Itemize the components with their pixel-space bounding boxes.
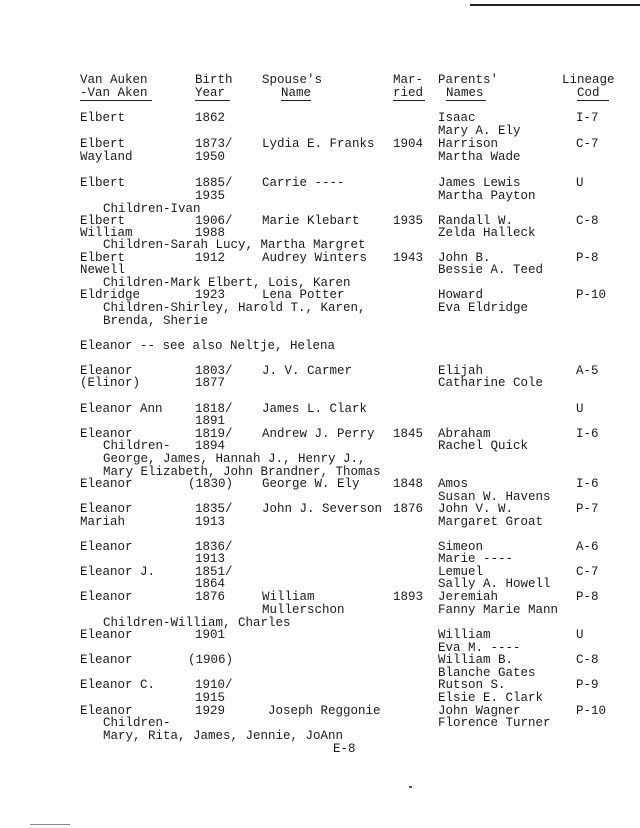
record-name-cell: Eleanor Ann — [80, 402, 163, 416]
record-lineage-cell: I-7 — [576, 111, 599, 125]
record-name-cell: Elbert — [80, 251, 126, 265]
record-parents-cell: John Wagner — [438, 704, 521, 718]
record-name-cell: Mary Elizabeth, John Brandner, Thomas — [103, 465, 381, 479]
record-spouse-cell: Lena Potter — [262, 288, 345, 302]
header-underline-birth — [195, 100, 230, 101]
record-lineage-cell: P-9 — [576, 678, 599, 692]
record-name-cell: Eleanor — [80, 628, 133, 642]
record-birth-cell: 1910/ — [195, 678, 233, 692]
record-birth-cell: 1929 — [195, 704, 226, 718]
record-parents-cell: Howard — [438, 288, 484, 302]
record-birth-cell: 1803/ — [195, 364, 233, 378]
record-birth-cell: 1876 — [195, 590, 226, 604]
record-lineage-cell: I-6 — [576, 427, 599, 441]
record-married-cell: 1893 — [393, 590, 424, 604]
record-birth-cell: 1818/ — [195, 402, 233, 416]
record-parents-cell: Martha Payton — [438, 189, 536, 203]
scan-speck — [409, 786, 412, 788]
header-spouse-name: Spouse's Name — [262, 73, 323, 100]
record-name-cell: Elbert — [80, 176, 126, 190]
record-name-cell: Eleanor — [80, 653, 133, 667]
record-spouse-cell: Mullerschon — [262, 603, 345, 617]
record-spouse-cell: Marie Klebart — [262, 214, 360, 228]
record-birth-cell: 1836/ — [195, 540, 233, 554]
record-birth-cell: (1906) — [188, 653, 234, 667]
record-spouse-cell: J. V. Carmer — [262, 364, 353, 378]
record-parents-cell: Elijah — [438, 364, 484, 378]
record-parents-cell: Isaac — [438, 111, 476, 125]
record-married-cell: 1845 — [393, 427, 424, 441]
record-birth-cell: 1913 — [195, 552, 226, 566]
record-name-cell: Eleanor -- see also Neltje, Helena — [80, 339, 336, 353]
header-underline-name — [80, 100, 152, 101]
record-name-cell: George, James, Hannah J., Henry J., — [103, 452, 366, 466]
record-birth-cell: 1913 — [195, 515, 226, 529]
record-birth-cell: 1885/ — [195, 176, 233, 190]
record-parents-cell: Fanny Marie Mann — [438, 603, 559, 617]
record-spouse-cell: Carrie ---- — [262, 176, 345, 190]
record-lineage-cell: P-8 — [576, 590, 599, 604]
record-lineage-cell: U — [576, 628, 584, 642]
record-name-cell: Children-William, Charles — [103, 616, 291, 630]
record-name-cell: Eldridge — [80, 288, 141, 302]
record-parents-cell: Eva Eldridge — [438, 301, 529, 315]
record-parents-cell: Abraham — [438, 427, 491, 441]
record-name-cell: William — [80, 226, 133, 240]
record-parents-cell: Marie ---- — [438, 552, 514, 566]
record-spouse-cell: Lydia E. Franks — [262, 137, 375, 151]
record-name-cell: (Elinor) — [80, 376, 141, 390]
record-parents-cell: Randall W. — [438, 214, 514, 228]
record-married-cell: 1848 — [393, 477, 424, 491]
record-parents-cell: Florence Turner — [438, 716, 551, 730]
record-name-cell: Children-Sarah Lucy, Martha Margret — [103, 238, 366, 252]
record-birth-cell: 1988 — [195, 226, 226, 240]
record-birth-cell: 1894 — [195, 439, 226, 453]
record-lineage-cell: A-5 — [576, 364, 599, 378]
record-parents-cell: Mary A. Ely — [438, 124, 521, 138]
record-birth-cell: 1915 — [195, 691, 226, 705]
header-birth-year: Birth Year — [195, 73, 233, 100]
record-name-cell: Children-Mark Elbert, Lois, Karen — [103, 276, 351, 290]
record-parents-cell: Catharine Cole — [438, 376, 544, 390]
record-parents-cell: Rutson S. — [438, 678, 506, 692]
record-name-cell: Eleanor — [80, 540, 133, 554]
header-underline-married — [393, 100, 425, 101]
record-parents-cell: William — [438, 628, 491, 642]
record-parents-cell: Lemuel — [438, 565, 484, 579]
record-birth-cell: 1835/ — [195, 502, 233, 516]
header-van-auken: Van Auken -Van Aken — [80, 73, 148, 100]
record-name-cell: Mary, Rita, James, Jennie, JoAnn — [103, 729, 344, 743]
record-birth-cell: 1864 — [195, 577, 226, 591]
record-birth-cell: (1830) — [188, 477, 234, 491]
record-name-cell: Eleanor — [80, 704, 133, 718]
record-name-cell: Elbert — [80, 137, 126, 151]
record-spouse-cell: James L. Clark — [262, 402, 368, 416]
record-parents-cell: William B. — [438, 653, 514, 667]
record-name-cell: Newell — [80, 263, 126, 277]
record-spouse-cell: William — [262, 590, 315, 604]
record-married-cell: 1904 — [393, 137, 424, 151]
record-parents-cell: Zelda Halleck — [438, 226, 536, 240]
record-lineage-cell: I-6 — [576, 477, 599, 491]
record-parents-cell: Eva M. ---- — [438, 641, 521, 655]
record-birth-cell: 1950 — [195, 150, 226, 164]
header-parents-names: Parents' Names — [438, 73, 499, 100]
record-parents-cell: Rachel Quick — [438, 439, 529, 453]
record-lineage-cell: P-7 — [576, 502, 599, 516]
record-parents-cell: Simeon — [438, 540, 484, 554]
record-name-cell: Eleanor — [80, 427, 133, 441]
record-birth-cell: 1906/ — [195, 214, 233, 228]
record-birth-cell: 1935 — [195, 189, 226, 203]
record-parents-cell: John V. W. — [438, 502, 514, 516]
record-name-cell: Children-Ivan — [103, 202, 201, 216]
header-underline-spouse — [281, 100, 311, 101]
record-name-cell: Eleanor — [80, 364, 133, 378]
record-name-cell: Eleanor C. — [80, 678, 156, 692]
record-parents-cell: Elsie E. Clark — [438, 691, 544, 705]
record-name-cell: Elbert — [80, 214, 126, 228]
record-name-cell: Eleanor — [80, 590, 133, 604]
header-married: Mar- ried — [393, 73, 424, 100]
page-number: E-8 — [333, 742, 356, 756]
record-lineage-cell: C-7 — [576, 137, 599, 151]
record-married-cell: 1935 — [393, 214, 424, 228]
top-edge-line — [470, 4, 640, 6]
header-underline-lineage — [577, 100, 609, 101]
record-name-cell: Eleanor — [80, 502, 133, 516]
record-birth-cell: 1891 — [195, 414, 226, 428]
record-name-cell: Elbert — [80, 111, 126, 125]
record-spouse-cell: Andrew J. Perry — [262, 427, 375, 441]
record-parents-cell: Jeremiah — [438, 590, 499, 604]
record-parents-cell: Amos — [438, 477, 469, 491]
record-lineage-cell: C-7 — [576, 565, 599, 579]
header-underline-parents — [446, 100, 486, 101]
record-birth-cell: 1873/ — [195, 137, 233, 151]
record-birth-cell: 1862 — [195, 111, 226, 125]
record-parents-cell: Sally A. Howell — [438, 577, 551, 591]
record-lineage-cell: C-8 — [576, 653, 599, 667]
record-birth-cell: 1901 — [195, 628, 226, 642]
bottom-scan-mark — [30, 824, 70, 825]
record-parents-cell: Susan W. Havens — [438, 490, 551, 504]
record-birth-cell: 1819/ — [195, 427, 233, 441]
record-parents-cell: Martha Wade — [438, 150, 521, 164]
record-name-cell: Wayland — [80, 150, 133, 164]
header-lineage-code: Lineage Cod — [562, 73, 615, 100]
record-parents-cell: Margaret Groat — [438, 515, 544, 529]
record-name-cell: Children- — [103, 716, 171, 730]
record-parents-cell: John B. — [438, 251, 491, 265]
record-married-cell: 1943 — [393, 251, 424, 265]
record-lineage-cell: A-6 — [576, 540, 599, 554]
record-lineage-cell: P-10 — [576, 288, 607, 302]
record-name-cell: Eleanor — [80, 477, 133, 491]
record-parents-cell: Bessie A. Teed — [438, 263, 544, 277]
record-lineage-cell: P-8 — [576, 251, 599, 265]
record-name-cell: Children-Shirley, Harold T., Karen, — [103, 301, 366, 315]
record-name-cell: Mariah — [80, 515, 126, 529]
record-spouse-cell: George W. Ely — [262, 477, 360, 491]
record-birth-cell: 1912 — [195, 251, 226, 265]
record-birth-cell: 1851/ — [195, 565, 233, 579]
record-parents-cell: Harrison — [438, 137, 499, 151]
record-spouse-cell: Audrey Winters — [262, 251, 368, 265]
record-lineage-cell: C-8 — [576, 214, 599, 228]
record-married-cell: 1876 — [393, 502, 424, 516]
record-lineage-cell: P-10 — [576, 704, 607, 718]
record-birth-cell: 1923 — [195, 288, 226, 302]
record-birth-cell: 1877 — [195, 376, 226, 390]
record-name-cell: Eleanor J. — [80, 565, 156, 579]
record-lineage-cell: U — [576, 402, 584, 416]
record-spouse-cell: John J. Severson — [262, 502, 383, 516]
record-spouse-cell: Joseph Reggonie — [268, 704, 381, 718]
record-lineage-cell: U — [576, 176, 584, 190]
record-name-cell: Brenda, Sherie — [103, 314, 209, 328]
record-parents-cell: Blanche Gates — [438, 666, 536, 680]
record-parents-cell: James Lewis — [438, 176, 521, 190]
record-name-cell: Children- — [103, 439, 171, 453]
